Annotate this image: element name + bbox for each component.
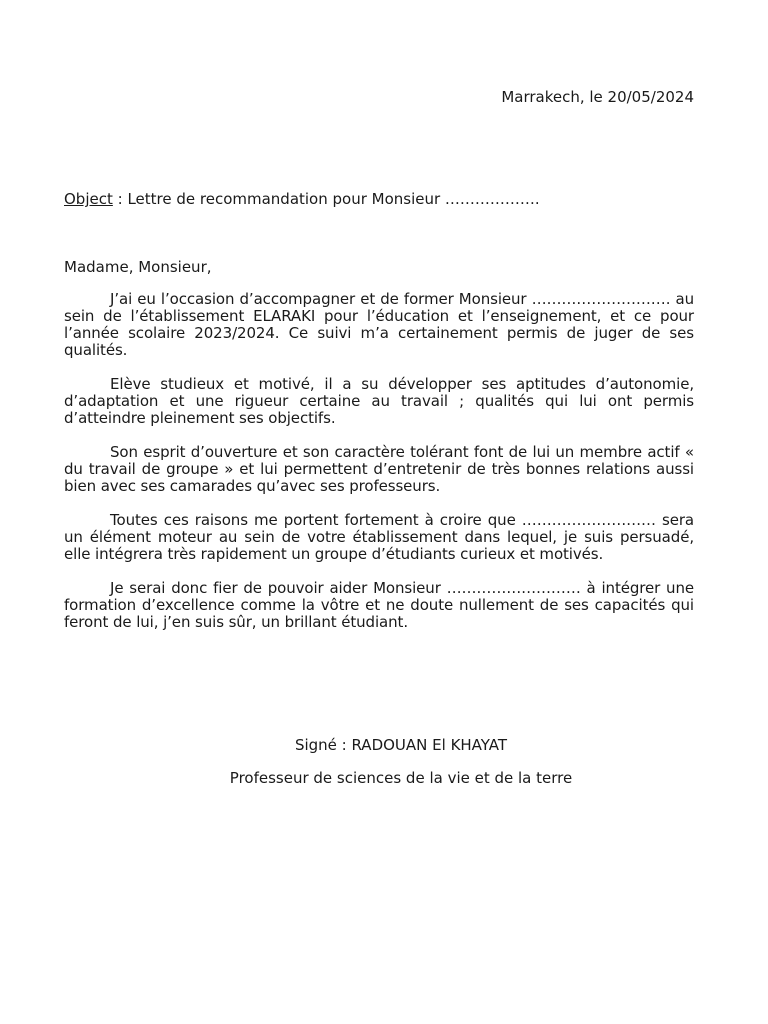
paragraph-5: Je serai donc fier de pouvoir aider Monsieur ……………………… à intégrer une formation d’excellence comme la vôtre et ne doute nullement de ses capacités qui feront de lui, j’en suis sûr, un brillant étudiant. — [64, 579, 694, 631]
letter-salutation: Madame, Monsieur, — [64, 258, 212, 276]
paragraph-3: Son esprit d’ouverture et son caractère tolérant font de lui un membre actif « du travail de groupe » et lui permettent d’entretenir de très bonnes relations aussi bien avec ses camarades qu’avec ses professeurs. — [64, 443, 694, 495]
object-label: Object — [64, 190, 113, 208]
paragraph-1: J’ai eu l’occasion d’accompagner et de former Monsieur ………………………. au sein de l’établissement ELARAKI pour l’éducation et l’enseignement, et ce pour l’année scolaire 2023/2024. Ce suivi m’a certainement permis de juger de ses qualités. — [64, 290, 694, 359]
letter-body — [64, 291, 694, 648]
letter-signature: Signé : RADOUAN El KHAYAT — [294, 736, 508, 754]
signer-title: Professeur de sciences de la vie et de la terre — [229, 769, 573, 787]
paragraph-2: Elève studieux et motivé, il a su développer ses aptitudes d’autonomie, d’adaptation et une rigueur certaine au travail ; qualités qui lui ont permis d’atteindre pleinement ses objectifs. — [64, 375, 694, 427]
object-text: : Lettre de recommandation pour Monsieur ………………. — [112, 190, 540, 208]
paragraph-4: Toutes ces raisons me portent fortement à croire que ……………………… sera un élément moteur au sein de votre établissement dans lequel, je suis persuadé, elle intégrera très rapidement un groupe d’étudiants curieux et motivés. — [64, 511, 694, 563]
letter-object — [64, 189, 540, 209]
letter-date: Marrakech, le 20/05/2024 — [501, 88, 694, 106]
